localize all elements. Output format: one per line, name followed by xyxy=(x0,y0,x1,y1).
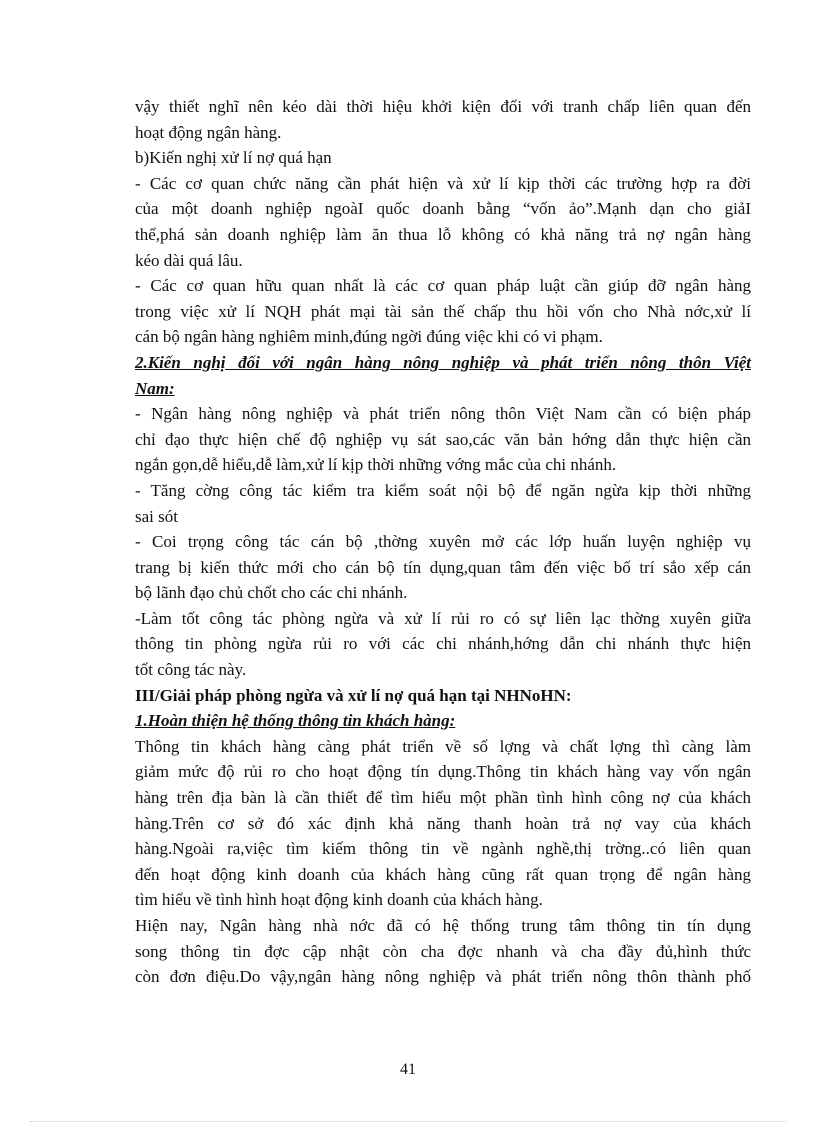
paragraph-staff-training xyxy=(135,529,751,606)
heading-line: 1.Hoàn thiện hệ thống thông tin khách hàng: xyxy=(135,711,456,731)
text-line: đến hoạt động kinh doanh của khách hàng cũng rất quan trọng để ngân hàng xyxy=(135,864,751,884)
heading-line: Nam: xyxy=(135,378,175,398)
text-line: còn đơn điệu.Do vậy,ngân hàng nông nghiệp và phát triển nông thôn thành phố xyxy=(135,967,751,987)
paragraph-internal-control xyxy=(135,478,751,529)
section-heading-agribank-recommendations xyxy=(135,350,751,401)
text-line: thể,phá sản doanh nghiệp làm ăn thua lỗ không có khả năng trả nợ ngân hàng xyxy=(135,224,751,244)
text-line: song thông tin đợc cập nhật còn cha đợc nhanh và cha đầy đủ,hình thức xyxy=(135,941,751,961)
paragraph-statute-of-limitations xyxy=(135,94,751,145)
text-line: hàng.Trên cơ sở đó xác định khả năng thanh hoàn trả nợ vay của khách xyxy=(135,813,751,833)
text-line: b)Kiến nghị xử lí nợ quá hạn xyxy=(135,148,332,168)
text-line: Hiện nay, Ngân hàng nhà nớc đã có hệ thống trung tâm thông tin tín dụng xyxy=(135,916,751,935)
text-line: chỉ đạo thực hiện chế độ nghiệp vụ sát sao,các văn bản hớng dẫn thực hiện cần xyxy=(135,429,751,449)
text-line: - Tăng cờng công tác kiểm tra kiểm soát nội bộ để ngăn ngừa kịp thời những xyxy=(135,480,751,500)
text-line: - Các cơ quan hữu quan nhất là các cơ quan pháp luật cần giúp đỡ ngân hàng xyxy=(135,276,751,296)
text-line: cán bộ ngân hàng nghiêm minh,đúng ngời đúng việc khi có vi phạm. xyxy=(135,327,603,347)
text-line: hàng.Ngoài ra,việc tìm kiếm thông tin về ngành nghề,thị trờng..có liên quan xyxy=(135,839,751,859)
page-bottom-divider xyxy=(30,1121,786,1122)
text-line: trong việc xử lí NQH phát mại tài sản thế chấp thu hồi vốn cho Nhà nớc,xử lí xyxy=(135,301,751,321)
paragraph-direction xyxy=(135,401,751,478)
text-line: tìm hiểu về tình hình hoạt động kinh doanh của khách hàng. xyxy=(135,890,543,910)
text-line: ngắn gọn,dễ hiểu,dễ làm,xử lí kịp thời những vớng mắc của chi nhánh. xyxy=(135,455,617,475)
text-line: thông tin phòng ngừa rủi ro với các chi nhánh,hớng dẫn chi nhánh thực hiện xyxy=(135,634,751,654)
text-line: - Ngân hàng nông nghiệp và phát triển nông thôn Việt Nam cần có biện pháp xyxy=(135,404,751,424)
paragraph-customer-information xyxy=(135,734,751,913)
text-line: giảm mức độ rủi ro cho hoạt động tín dụng.Thông tin khách hàng vay vốn ngân xyxy=(135,762,751,782)
paragraph-state-bank-system xyxy=(135,913,751,990)
text-line: Thông tin khách hàng càng phát triển về số lợng và chất lợng thì càng làm xyxy=(135,736,751,756)
text-line: hoạt động ngân hàng. xyxy=(135,122,282,142)
heading-line: III/Giải pháp phòng ngừa và xử lí nợ quá hạn tại NHNoHN: xyxy=(135,685,572,705)
text-line: bộ lãnh đạo chủ chốt cho các chi nhánh. xyxy=(135,583,408,603)
section-heading-solutions xyxy=(135,683,751,709)
paragraph-virtual-capital xyxy=(135,171,751,273)
subheading-overdue-debt xyxy=(135,145,751,171)
text-line: - Coi trọng công tác cán bộ ,thờng xuyên mở các lớp huấn luyện nghiệp vụ xyxy=(135,532,751,552)
paragraph-legal-agencies xyxy=(135,273,751,350)
text-line: của một doanh nghiệp ngoàI quốc doanh bằng “vốn ảo”.Mạnh dạn cho giảI xyxy=(135,199,751,219)
text-line: hàng trên địa bàn là cần thiết để tìm hiểu một phần tình hình công nợ của khách xyxy=(135,788,751,808)
subsection-heading-customer-information xyxy=(135,708,751,734)
heading-line: 2.Kiến nghị đối với ngân hàng nông nghiệp và phát triển nông thôn Việt xyxy=(135,352,751,372)
page-content xyxy=(135,94,751,990)
text-line: sai sót xyxy=(135,506,178,526)
paragraph-risk-prevention xyxy=(135,606,751,683)
text-line: tốt công tác này. xyxy=(135,660,247,680)
text-line: kéo dài quá lâu. xyxy=(135,250,243,270)
text-line: -Làm tốt công tác phòng ngừa và xử lí rủi ro có sự liên lạc thờng xuyên giữa xyxy=(135,608,751,628)
text-line: trang bị kiến thức mới cho cán bộ tín dụng,quan tâm đến việc bố trí sắo xếp cán xyxy=(135,557,751,577)
text-line: vậy thiết nghĩ nên kéo dài thời hiệu khởi kiện đối với tranh chấp liên quan đến xyxy=(135,97,751,116)
page-number: 41 xyxy=(400,1061,416,1078)
text-line: - Các cơ quan chức năng cần phát hiện và xử lí kịp thời các trường hợp ra đời xyxy=(135,173,751,193)
